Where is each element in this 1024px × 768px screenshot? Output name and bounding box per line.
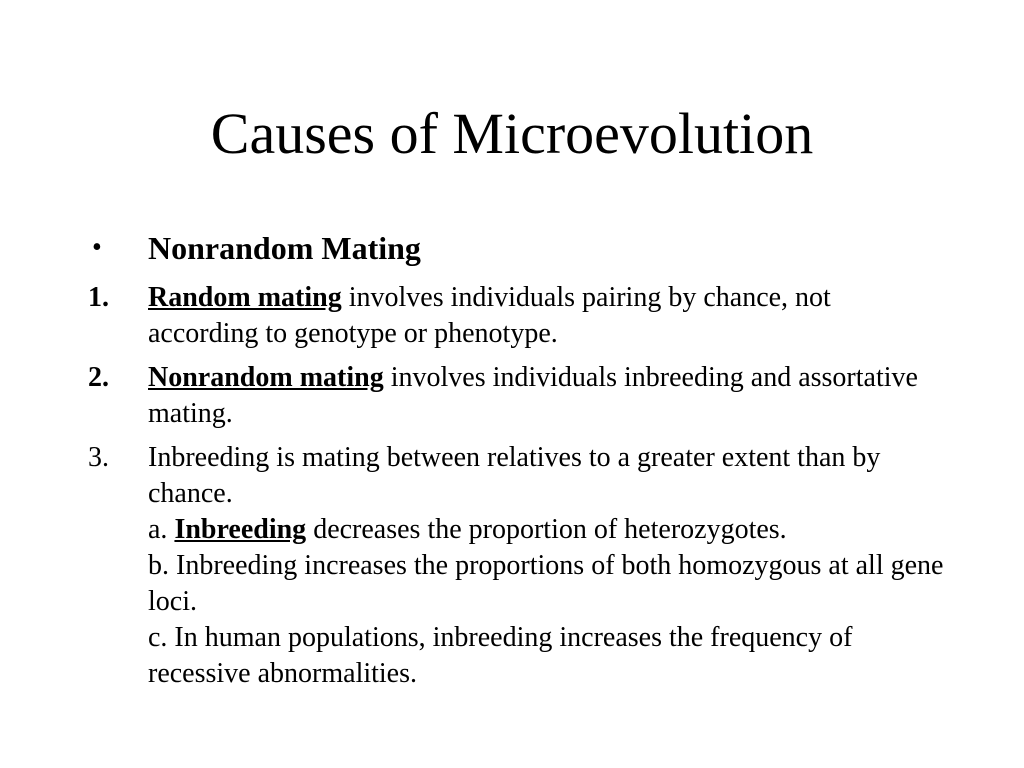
item-intro: Inbreeding is mating between relatives to a greater extent than by chance. xyxy=(148,442,881,509)
item-number: 1. xyxy=(88,282,109,313)
bullet-marker: • xyxy=(92,232,102,263)
term-nonrandom-mating: Nonrandom mating xyxy=(148,362,384,393)
sub-item-b: b. Inbreeding increases the proportions of both homozygous at all gene loci. xyxy=(148,550,944,617)
item-text: involves individuals pairing by chance, not according to genotype or phenotype. xyxy=(148,282,831,349)
sub-item-a xyxy=(148,512,948,548)
term-random-mating: Random mating xyxy=(148,282,342,313)
heading-text: Nonrandom Mating xyxy=(148,230,421,266)
slide-body xyxy=(88,226,948,692)
item-number: 3. xyxy=(88,442,109,473)
item-text: involves individuals inbreeding and assortative mating. xyxy=(148,362,918,429)
list-item-1 xyxy=(88,280,948,352)
list-item-3 xyxy=(88,440,948,692)
sub-item-a-prefix: a. xyxy=(148,514,175,545)
sub-item-c: c. In human populations, inbreeding increases the frequency of recessive abnormalities. xyxy=(148,622,853,689)
list-item-2 xyxy=(88,360,948,432)
slide-title: Causes of Microevolution xyxy=(210,101,814,166)
term-inbreeding: Inbreeding xyxy=(174,514,307,545)
item-number: 2. xyxy=(88,362,109,393)
sub-item-a-text: decreases the proportion of heterozygotes. xyxy=(306,514,787,545)
bullet-heading xyxy=(88,226,948,270)
